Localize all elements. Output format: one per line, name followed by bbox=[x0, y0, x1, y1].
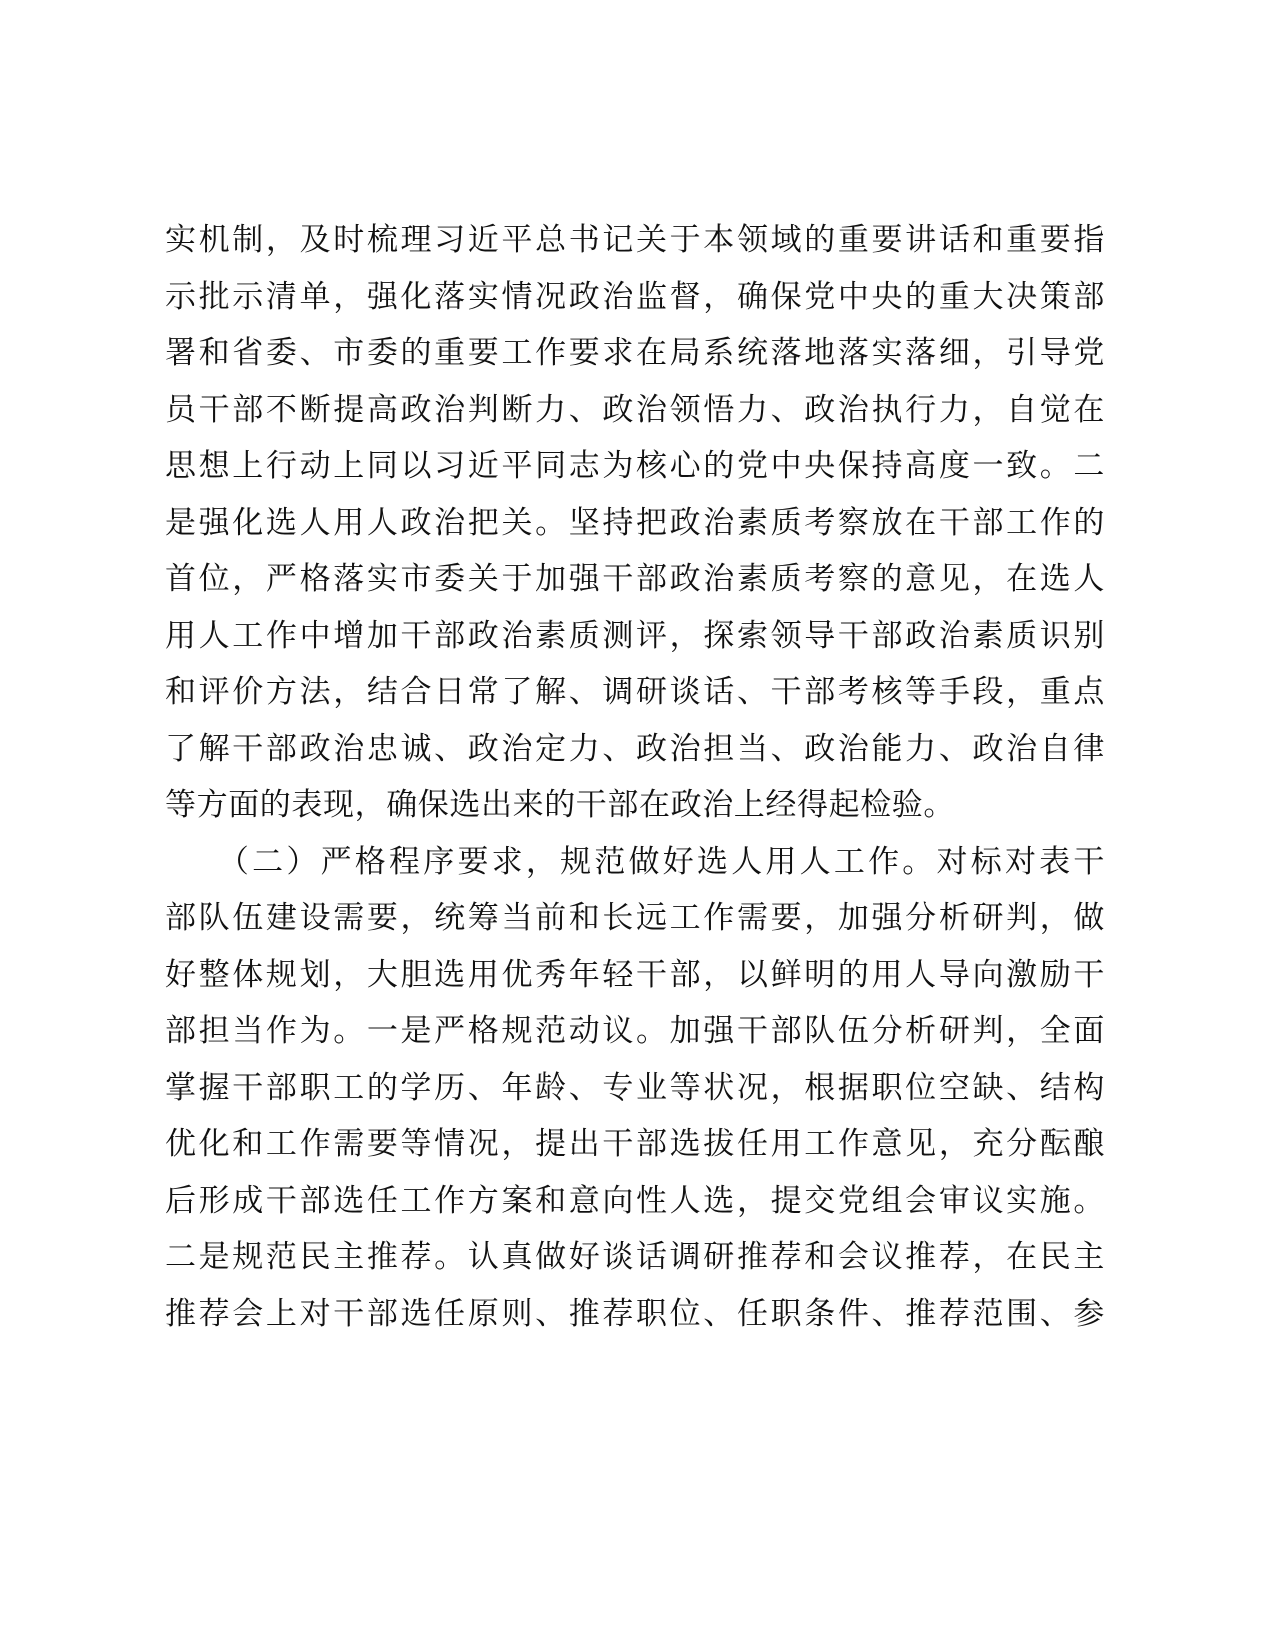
section-heading-line: （二）严格程序要求，规范做好选人用人工作。对标对表干 bbox=[165, 843, 1105, 880]
text-line: 思想上行动上同以习近平同志为核心的党中央保持高度一致。二 bbox=[165, 448, 1105, 484]
text-line: 首位，严格落实市委关于加强干部政治素质考察的意见，在选人 bbox=[165, 561, 1105, 597]
text-line: 推荐会上对干部选任原则、推荐职位、任职条件、推荐范围、参 bbox=[165, 1295, 1105, 1332]
text-line: 用人工作中增加干部政治素质测评，探索领导干部政治素质识别 bbox=[165, 617, 1105, 654]
text-line: 掌握干部职工的学历、年龄、专业等状况，根据职位空缺、结构 bbox=[165, 1069, 1105, 1106]
body-text bbox=[165, 212, 1105, 1342]
text-line: 和评价方法，结合日常了解、调研谈话、干部考核等手段，重点 bbox=[165, 674, 1105, 710]
text-line: 好整体规划，大胆选用优秀年轻干部，以鲜明的用人导向激励干 bbox=[165, 956, 1105, 993]
text-line: 部担当作为。一是严格规范动议。加强干部队伍分析研判，全面 bbox=[165, 1013, 1105, 1049]
text-line: 了解干部政治忠诚、政治定力、政治担当、政治能力、政治自律 bbox=[165, 730, 1105, 767]
text-line: 员干部不断提高政治判断力、政治领悟力、政治执行力，自觉在 bbox=[165, 391, 1105, 428]
text-line: 后形成干部选任工作方案和意向性人选，提交党组会审议实施。 bbox=[165, 1182, 1105, 1219]
text-line: 部队伍建设需要，统筹当前和长远工作需要，加强分析研判，做 bbox=[165, 900, 1105, 936]
text-line: 示批示清单，强化落实情况政治监督，确保党中央的重大决策部 bbox=[165, 278, 1105, 315]
text-line: 是强化选人用人政治把关。坚持把政治素质考察放在干部工作的 bbox=[165, 504, 1105, 541]
paragraph-last-line: 等方面的表现，确保选出来的干部在政治上经得起检验。 bbox=[165, 787, 955, 823]
text-line: 优化和工作需要等情况，提出干部选拔任用工作意见，充分酝酿 bbox=[165, 1126, 1105, 1162]
text-line: 署和省委、市委的重要工作要求在局系统落地落实落细，引导党 bbox=[165, 335, 1105, 371]
text-line: 二是规范民主推荐。认真做好谈话调研推荐和会议推荐，在民主 bbox=[165, 1239, 1105, 1275]
text-line: 实机制，及时梳理习近平总书记关于本领域的重要讲话和重要指 bbox=[165, 222, 1105, 258]
